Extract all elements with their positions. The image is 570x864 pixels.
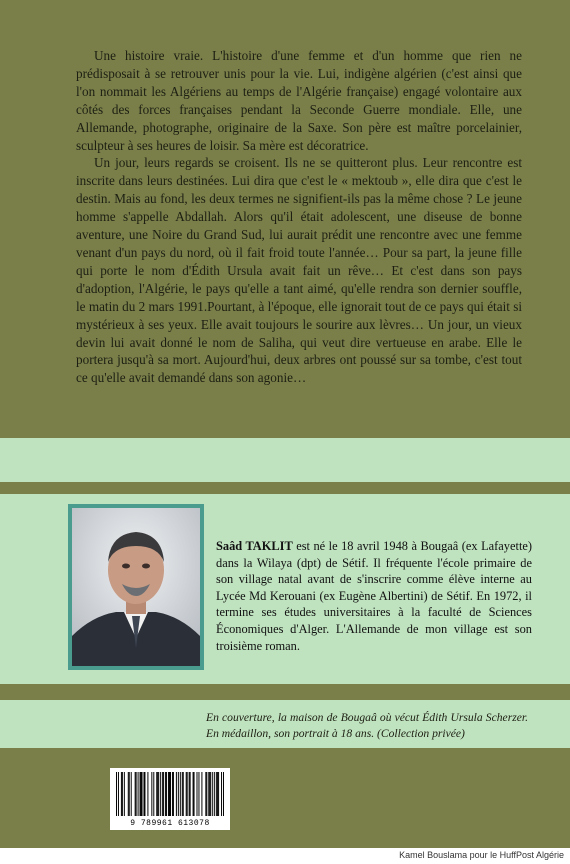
barcode-bar <box>214 772 215 816</box>
barcode-bar <box>198 772 199 816</box>
barcode-bars <box>110 770 230 820</box>
author-photo <box>72 508 200 666</box>
barcode-bar <box>121 772 122 816</box>
barcode-bar <box>140 772 141 816</box>
author-bio-text: est né le 18 avril 1948 à Bougaâ (ex Lafayette) dans la Wilaya (dpt) de Sétif. Il fréquente l'école primaire de son village natal avant de s'inscrire comme élève interne au Lycée Md Kerouani (ex Eugène Albertini) de Sétif. En 1972, il termine ses études universitaires à la faculté de Sciences Économiques d'Alger. L'Allemande de mon village est son troisième roman. <box>216 539 533 653</box>
barcode-bar <box>143 772 144 816</box>
cover-caption: En couverture, la maison de Bougaâ où vécut Édith Ursula Scherzer. En médaillon, son portrait à 18 ans. (Collection privée) <box>206 711 528 740</box>
barcode-bar <box>208 772 209 816</box>
barcode-bar <box>210 772 211 816</box>
barcode-bar <box>182 772 183 816</box>
barcode-bar <box>166 772 167 816</box>
barcode-bar <box>212 772 213 816</box>
author-photo-frame <box>68 504 204 670</box>
synopsis-text <box>76 47 522 387</box>
barcode-bar <box>141 772 142 816</box>
barcode-bar <box>197 772 198 816</box>
isbn-barcode <box>110 768 230 830</box>
synopsis-paragraph-2: Un jour, leurs regards se croisent. Ils ne se quitteront plus. Leur rencontre est inscrite dans leurs destinées. Lui dira que c'est le « mektoub », elle dira que c'est le destin. Mais au fond, les deux termes ne signifient-ils pas la même chose ? Le jeune homme s'appelle Abdallah. Alors qu'il était adolescent, une diseuse de bonne aventure, une Noire du Grand Sud, lui aurait prédit une rencontre avec une femme venant d'un pays du nord, où il fait froid toute l'année… Pour sa part, la jeune fille qui porte le nom d'Édith Ursula avait fait un rêve… Et c'est dans son pays d'adoption, l'Algérie, le pays qu'elle a tant aimé, qu'elle rendra son dernier souffle, le matin du 2 mars 1991.Pourtant, à l'époque, elle ignorait tout de ce pays qui était si mystérieux à ses yeux. Elle avait toujours le sourire aux lèvres… Un jour, un vieux devin lui avait donné le nom de Saliha, qui veut dire vertueuse en arabe. Elle le portera jusqu'à sa mort. Aujourd'hui, deux arbres ont poussé sur sa tombe, c'est tout ce qu'elle avait demandé dans son agonie… <box>76 155 522 386</box>
green-band-top <box>0 438 570 482</box>
author-name: Saâd TAKLIT <box>216 539 293 553</box>
author-portrait-illustration <box>72 508 200 666</box>
barcode-bar <box>187 772 188 816</box>
barcode-bar <box>169 772 170 816</box>
barcode-bar <box>165 772 166 816</box>
barcode-bar <box>170 772 171 816</box>
barcode-bar <box>221 772 222 816</box>
barcode-bar <box>183 772 184 816</box>
barcode-bar <box>173 772 174 816</box>
barcode-bar <box>131 772 132 816</box>
barcode-bar <box>218 772 219 816</box>
barcode-bar <box>223 772 224 816</box>
barcode-bar <box>190 772 191 816</box>
barcode-bar <box>136 772 137 816</box>
barcode-bar <box>201 772 202 816</box>
barcode-bar <box>186 772 187 816</box>
barcode-bar <box>176 772 177 816</box>
barcode-bar <box>178 772 179 816</box>
barcode-bar <box>142 772 143 816</box>
barcode-bar <box>158 772 159 816</box>
barcode-bar <box>129 772 130 816</box>
barcode-bar <box>160 772 161 816</box>
barcode-bar <box>217 772 218 816</box>
barcode-bar <box>168 772 169 816</box>
barcode-bar <box>216 772 217 816</box>
barcode-bar <box>163 772 164 816</box>
barcode-bar <box>205 772 206 816</box>
author-biography <box>216 538 532 654</box>
barcode-bar <box>116 772 117 816</box>
barcode-bar <box>206 772 207 816</box>
barcode-bar <box>128 772 129 816</box>
barcode-bar <box>172 772 173 816</box>
isbn-digits: 9 789961 613078 <box>130 819 210 828</box>
barcode-bar <box>144 772 145 816</box>
barcode-bar <box>189 772 190 816</box>
barcode-bar <box>180 772 181 816</box>
barcode-bar <box>194 772 195 816</box>
barcode-bar <box>118 772 119 816</box>
barcode-bar <box>147 772 148 816</box>
barcode-bar <box>162 772 163 816</box>
barcode-bar <box>153 772 154 816</box>
barcode-bar <box>193 772 194 816</box>
barcode-bar <box>151 772 152 816</box>
barcode-bar <box>156 772 157 816</box>
barcode-bar <box>124 772 125 816</box>
synopsis-paragraph-1: Une histoire vraie. L'histoire d'une femme et d'un homme que rien ne prédisposait à se retrouver unis pour la vie. Lui, indigène algérien (c'est ainsi que l'on nommait les Algériens au temps de l'Algérie française) engagé volontaire aux côtés des forces françaises pendant la Seconde Guerre mondiale. Elle, une Allemande, photographe, originaire de la Saxe. Son père est maître porcelainier, sculpteur à ses heures de loisir. Sa mère est décoratrice. <box>76 48 522 153</box>
photo-credit: Kamel Bouslama pour le HuffPost Algérie <box>399 850 564 860</box>
barcode-bar <box>122 772 123 816</box>
barcode-bar <box>138 772 139 816</box>
barcode-bar <box>157 772 158 816</box>
barcode-bar <box>135 772 136 816</box>
barcode-bar <box>209 772 210 816</box>
